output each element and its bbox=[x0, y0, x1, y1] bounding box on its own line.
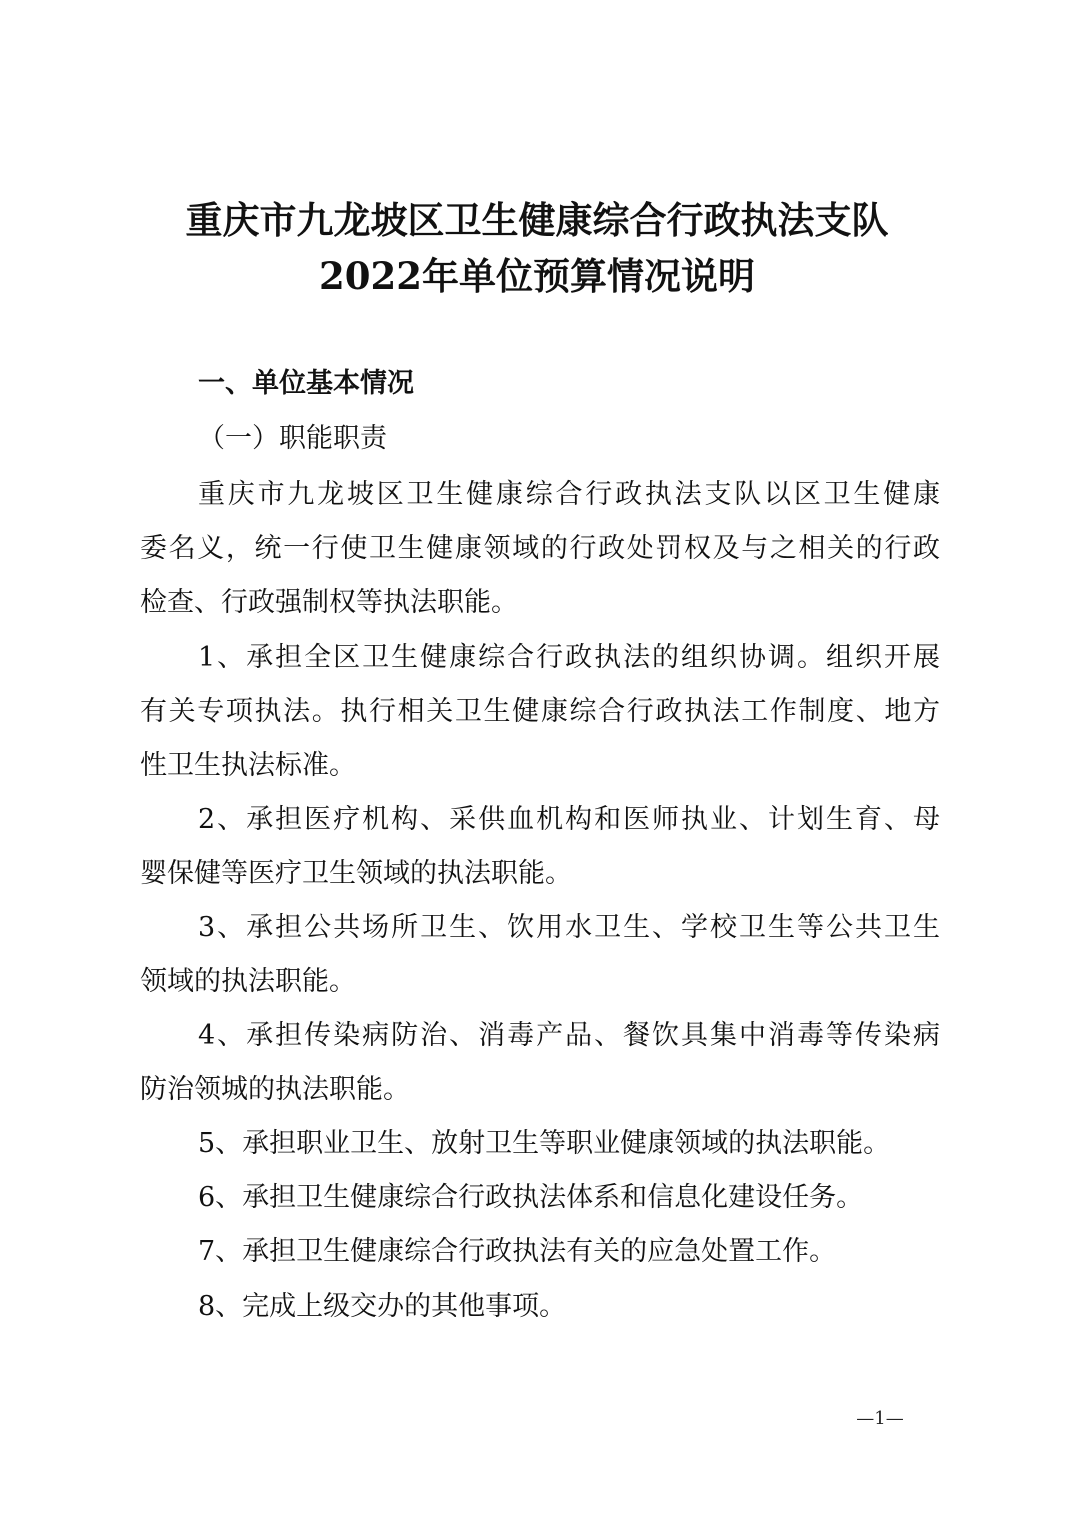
paragraph-line: 2、承担医疗机构、采供血机构和医师执业、计划生育、母 bbox=[198, 804, 940, 835]
paragraph-line: 重庆市九龙坡区卫生健康综合行政执法支队以区卫生健康 bbox=[198, 479, 940, 510]
paragraph-line: 委名义，统一行使卫生健康领域的行政处罚权及与之相关的行政 bbox=[140, 533, 940, 564]
paragraph-line: 5、承担职业卫生、放射卫生等职业健康领域的执法职能。 bbox=[198, 1128, 891, 1159]
page-number: —1— bbox=[856, 1408, 904, 1429]
paragraph-line: 领域的执法职能。 bbox=[140, 966, 356, 997]
paragraph-line: 有关专项执法。执行相关卫生健康综合行政执法工作制度、地方 bbox=[140, 696, 940, 727]
paragraph-line: 婴保健等医疗卫生领域的执法职能。 bbox=[140, 858, 572, 889]
paragraph-line: 性卫生执法标准。 bbox=[140, 750, 356, 781]
paragraph-line: 防治领城的执法职能。 bbox=[140, 1074, 410, 1105]
paragraph-line: 4、承担传染病防治、消毒产品、餐饮具集中消毒等传染病 bbox=[198, 1020, 940, 1051]
section-heading: 一、单位基本情况 bbox=[198, 368, 414, 399]
document-title-line1: 重庆市九龙坡区卫生健康综合行政执法支队 bbox=[185, 198, 889, 242]
subsection-heading: （一）职能职责 bbox=[198, 423, 387, 454]
paragraph-line: 3、承担公共场所卫生、饮用水卫生、学校卫生等公共卫生 bbox=[198, 912, 940, 943]
paragraph-line: 检查、行政强制权等执法职能。 bbox=[140, 587, 518, 618]
document-title-line2: 2022年单位预算情况说明 bbox=[319, 254, 755, 298]
paragraph-line: 6、承担卫生健康综合行政执法体系和信息化建设任务。 bbox=[198, 1182, 864, 1213]
paragraph-line: 7、承担卫生健康综合行政执法有关的应急处置工作。 bbox=[198, 1236, 837, 1267]
paragraph-line: 1、承担全区卫生健康综合行政执法的组织协调。组织开展 bbox=[198, 642, 940, 673]
paragraph-line: 8、完成上级交办的其他事项。 bbox=[198, 1291, 567, 1322]
